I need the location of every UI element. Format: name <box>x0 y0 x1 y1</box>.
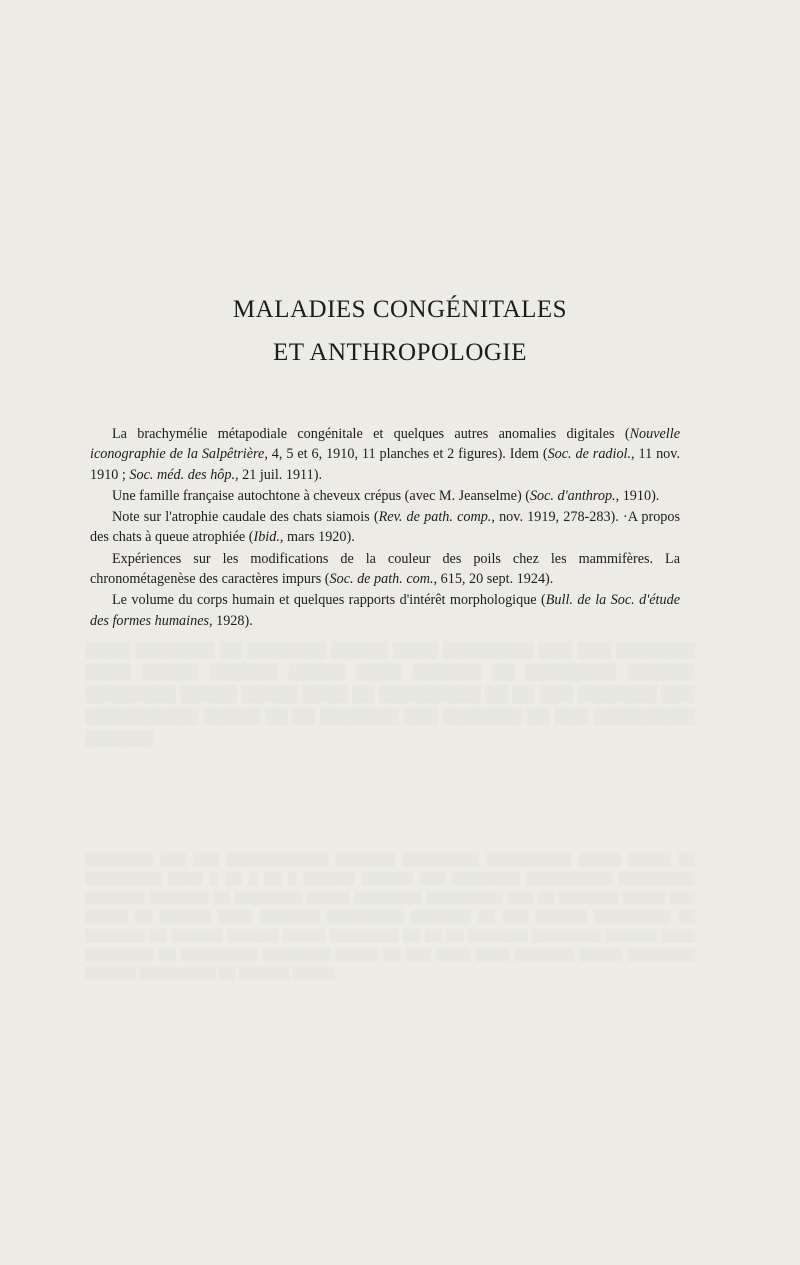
entry-text: , 615, 20 sept. 1924). <box>433 571 554 588</box>
entry-text: Une famille française autochtone à cheveux crépus (avec M. Jeanselme) ( <box>112 487 530 504</box>
entry-text: , nov. 1919, 278-283). ·A propos des chats à queue atrophiée ( <box>90 509 680 546</box>
entry-text: Note sur l'atrophie caudale des chats siamois ( <box>112 509 379 526</box>
citation-source: Rev. de path. comp. <box>378 509 492 526</box>
entry-text: , 4, 5 et 6, 1910, 11 planches et 2 figures). Idem ( <box>264 446 548 463</box>
bibliography-entry <box>90 590 680 631</box>
entry-text: Le volume du corps humain et quelques rapports d'intérêt morphologique ( <box>112 592 546 609</box>
entry-text: , 11 nov. 1910 ; <box>90 446 680 483</box>
citation-source: Soc. méd. des hôp. <box>129 466 236 483</box>
citation-source: Nouvelle iconographie de la Salpêtrière <box>90 426 680 463</box>
bibliography-list <box>90 424 680 632</box>
show-through-text: ░░░░ ░░░░░░░ ░░ ░░░░░░░ ░░░░░ ░░░░ ░░░░░░░░ ░░░ ░░░ ░░░░░░░ ░░░░ ░░░░░ ░░░░░░ ░░░░░ ░░░░ ░░░░░░ ░░ ░░░░░░░░ ░░░░░░ ░░░░░░░░ ░░░░░ ░░░░░ ░░░░ ░░ ░░░░░░░░░ ░░ ░░ ░░░ ░░░░░░░ ░░░ ░░░░░░░░░░ ░░░░░ ░░ ░░ ░░░░░░░ ░░░ ░░░░░░░ ░░ ░░░ ░░░░░░░░░ ░░░░░░ <box>85 642 695 747</box>
bibliography-entry <box>90 507 680 548</box>
entry-text: , mars 1920). <box>279 529 355 546</box>
page-title-line-2: ET ANTHROPOLOGIE <box>272 339 528 366</box>
citation-source: Soc. de path. com. <box>329 571 434 588</box>
citation-source: Soc. d'anthrop. <box>529 487 616 504</box>
citation-source: Ibid. <box>253 529 280 546</box>
citation-source: Soc. de radiol. <box>547 446 632 463</box>
entry-text: , 1928). <box>209 612 253 629</box>
bibliography-entry <box>90 549 680 590</box>
show-through-text: ░░░░░░░░ ░░░ ░░░ ░░░░░░░░░░░░ ░░░░░░░ ░░░░░░░░░ ░░░░░░░░░░ ░░░░░ ░░░░░ ░░ ░░░░░░░░░ ░░░░ ░ ░░ ░ ░░ ░ ░░░░░░ ░░░░░░ ░░░ ░░░░░░░░ ░░░░░░░░░░ ░░░░░░░░░ ░░░░░░░ ░░░░░░░ ░░ ░░░░░░░░ ░░░░░ ░░░░░░░░ ░░░░░░░░░ ░░░ ░░ ░░░░░░░ ░░░░░ ░░░ ░░░░░ ░░ ░░░░░░ ░░░░ ░░░░░░░ ░░░░░░░░░ ░░░░░░░ ░░ ░░░ ░░░░░░ ░░░░░░░░░ ░░ ░░░░░░░ ░░ ░░░░░░ ░░░░░░ ░░░░░ ░░░░░░░░ ░░ ░░ ░░ ░░░░░░░ ░░░░░░░░ ░░░░░░ ░░░░ ░░░░░░░░ ░░ ░░░░░░░░░ ░░░░░░░░ ░░░░░ ░░ ░░░ ░░░░ ░░░░ ░░░░░░░ ░░░░░ ░░░░░░░░ ░░░░░░ ░░░░░░░░░ ░░ ░░░░░░ ░░░░░ <box>85 852 695 980</box>
bibliography-entry <box>90 424 680 485</box>
entry-text: , 1910). <box>615 487 660 504</box>
entry-text: , 21 juil. 1911). <box>235 466 322 483</box>
citation-source: Bull. de la Soc. d'étude des formes humaines <box>90 592 680 629</box>
entry-text: La brachymélie métapodiale congénitale et quelques autres anomalies digitales ( <box>112 426 630 442</box>
entry-text: Expériences sur les modifications de la couleur des poils chez les mammifères. La chronométagenèse des caractères impurs ( <box>90 550 680 588</box>
bibliography-entry <box>90 486 680 506</box>
page-title-line-1: MALADIES CONGÉNITALES <box>232 296 568 323</box>
